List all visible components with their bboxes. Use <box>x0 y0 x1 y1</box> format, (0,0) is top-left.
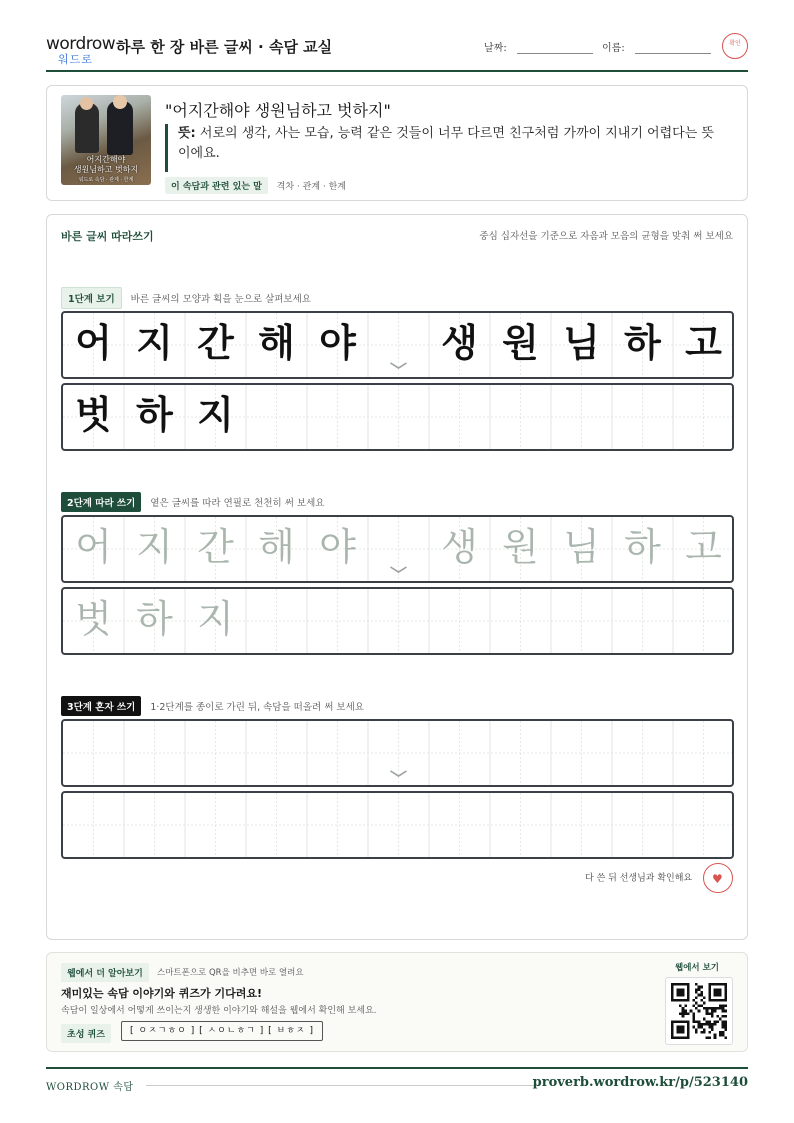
meaning-label: 뜻: <box>178 126 196 141</box>
illustration-caption: 어지간해야 생원님하고 벗하지 워드로 속담 · 관계 · 한계 <box>73 155 139 183</box>
practice-glyph: 하 <box>624 525 661 569</box>
practice-title: 바른 글씨 따라쓰기 <box>61 230 154 243</box>
practice-glyph: 생 <box>441 321 478 365</box>
practice-glyph: 간 <box>197 525 234 569</box>
practice-glyph: 간 <box>197 321 234 365</box>
heart-seal-icon: ♥ <box>703 863 733 893</box>
practice-glyph: 벗 <box>75 597 112 641</box>
practice-glyph: 고 <box>685 525 722 569</box>
practice-glyph: 하 <box>136 597 173 641</box>
stage3-row-2[interactable] <box>61 791 734 859</box>
stage2-label: 2단계 따라 쓰기 <box>61 492 141 512</box>
practice-hint: 중심 십자선을 기준으로 자음과 모음의 균형을 맞춰 써 보세요 <box>479 231 733 242</box>
qr-label: 웹에서 보기 <box>674 963 719 973</box>
practice-glyph: 님 <box>563 525 600 569</box>
meaning-text: 서로의 생각, 사는 모습, 능력 같은 것들이 너무 다르면 친구처럼 가까이 지내기 어렵다는 뜻이에요. <box>178 126 714 161</box>
practice-glyph: 하 <box>136 393 173 437</box>
practice-glyph: 지 <box>136 321 173 365</box>
chosung-quiz: [ ㅇㅈㄱㅎㅇ ] [ ㅅㅇㄴㅎㄱ ] [ ㅂㅎㅈ ] <box>121 1021 323 1041</box>
web-promo-box <box>46 952 748 1052</box>
related-words <box>165 177 346 194</box>
promo-headline: 재미있는 속담 이야기와 퀴즈가 기다려요! <box>61 987 262 1000</box>
stage2-hint: 옅은 글씨를 따라 연필로 천천히 써 보세요 <box>150 498 325 509</box>
practice-glyph: 해 <box>258 525 295 569</box>
stage3-row-1[interactable] <box>61 719 734 787</box>
name-label: 이름: <box>602 43 625 54</box>
proverb-card <box>46 85 748 201</box>
practice-glyph: 어 <box>75 525 112 569</box>
footer-brand: WORDROW 속담 <box>46 1082 134 1093</box>
logo-sub-text: 워드로 <box>58 53 93 66</box>
stage3-hint: 1·2단계를 종이로 가린 뒤, 속담을 떠올려 써 보세요 <box>150 702 364 713</box>
page-footer <box>46 1067 748 1097</box>
related-label: 이 속담과 관련 있는 말 <box>165 177 268 194</box>
stage2-row-1[interactable] <box>61 515 734 583</box>
stage3-header <box>61 696 364 716</box>
proverb-meaning <box>165 124 725 172</box>
page-header <box>46 30 748 72</box>
practice-glyph: 야 <box>319 525 356 569</box>
stage1-hint: 바른 글씨의 모양과 획을 눈으로 살펴보세요 <box>130 294 311 305</box>
page-title: 하루 한 장 바른 글씨 · 속담 교실 <box>116 38 333 56</box>
practice-glyph: 지 <box>197 393 234 437</box>
practice-glyph: 하 <box>624 321 661 365</box>
qr-code-icon[interactable] <box>665 977 733 1045</box>
wordrow-logo <box>46 34 116 66</box>
stage1-row-2 <box>61 383 734 451</box>
stage2-row-2[interactable] <box>61 587 734 655</box>
date-label: 날짜: <box>484 43 507 54</box>
practice-glyph: 지 <box>136 525 173 569</box>
teacher-check <box>585 863 733 893</box>
date-field[interactable] <box>484 39 593 54</box>
proverb-illustration <box>61 95 151 185</box>
teacher-check-text: 다 쓴 뒤 선생님과 확인해요 <box>585 873 693 884</box>
practice-glyph: 벗 <box>75 393 112 437</box>
practice-glyph: 해 <box>258 321 295 365</box>
related-words-list: 격차 · 관계 · 한계 <box>276 182 346 192</box>
stage2-header <box>61 492 324 512</box>
promo-description: 속담이 일상에서 어떻게 쓰이는지 생생한 이야기와 해설을 웹에서 확인해 보세요. <box>61 1006 377 1016</box>
logo-text: wordrow <box>46 34 116 54</box>
stage1-header <box>61 287 311 309</box>
name-field[interactable] <box>602 39 711 54</box>
footer-url[interactable]: proverb.wordrow.kr/p/523140 <box>532 1075 748 1090</box>
proverb-text: "어지간해야 생원님하고 벗하지" <box>165 101 391 120</box>
quiz-tag: 초성 퀴즈 <box>61 1024 111 1043</box>
practice-glyph: 원 <box>502 525 539 569</box>
practice-glyph: 님 <box>563 321 600 365</box>
stage3-label: 3단계 혼자 쓰기 <box>61 696 141 716</box>
check-stamp-icon: 확인 <box>722 33 748 59</box>
practice-glyph: 야 <box>319 321 356 365</box>
practice-glyph: 생 <box>441 525 478 569</box>
web-tag: 웹에서 더 알아보기 <box>61 963 149 982</box>
stage1-label: 1단계 보기 <box>61 287 122 309</box>
stage1-row-1 <box>61 311 734 379</box>
practice-glyph: 지 <box>197 597 234 641</box>
practice-glyph: 원 <box>502 321 539 365</box>
practice-glyph: 어 <box>75 321 112 365</box>
web-hint: 스마트폰으로 QR을 비추면 바로 열려요 <box>157 968 304 978</box>
practice-panel <box>46 214 748 940</box>
practice-glyph: 고 <box>685 321 722 365</box>
